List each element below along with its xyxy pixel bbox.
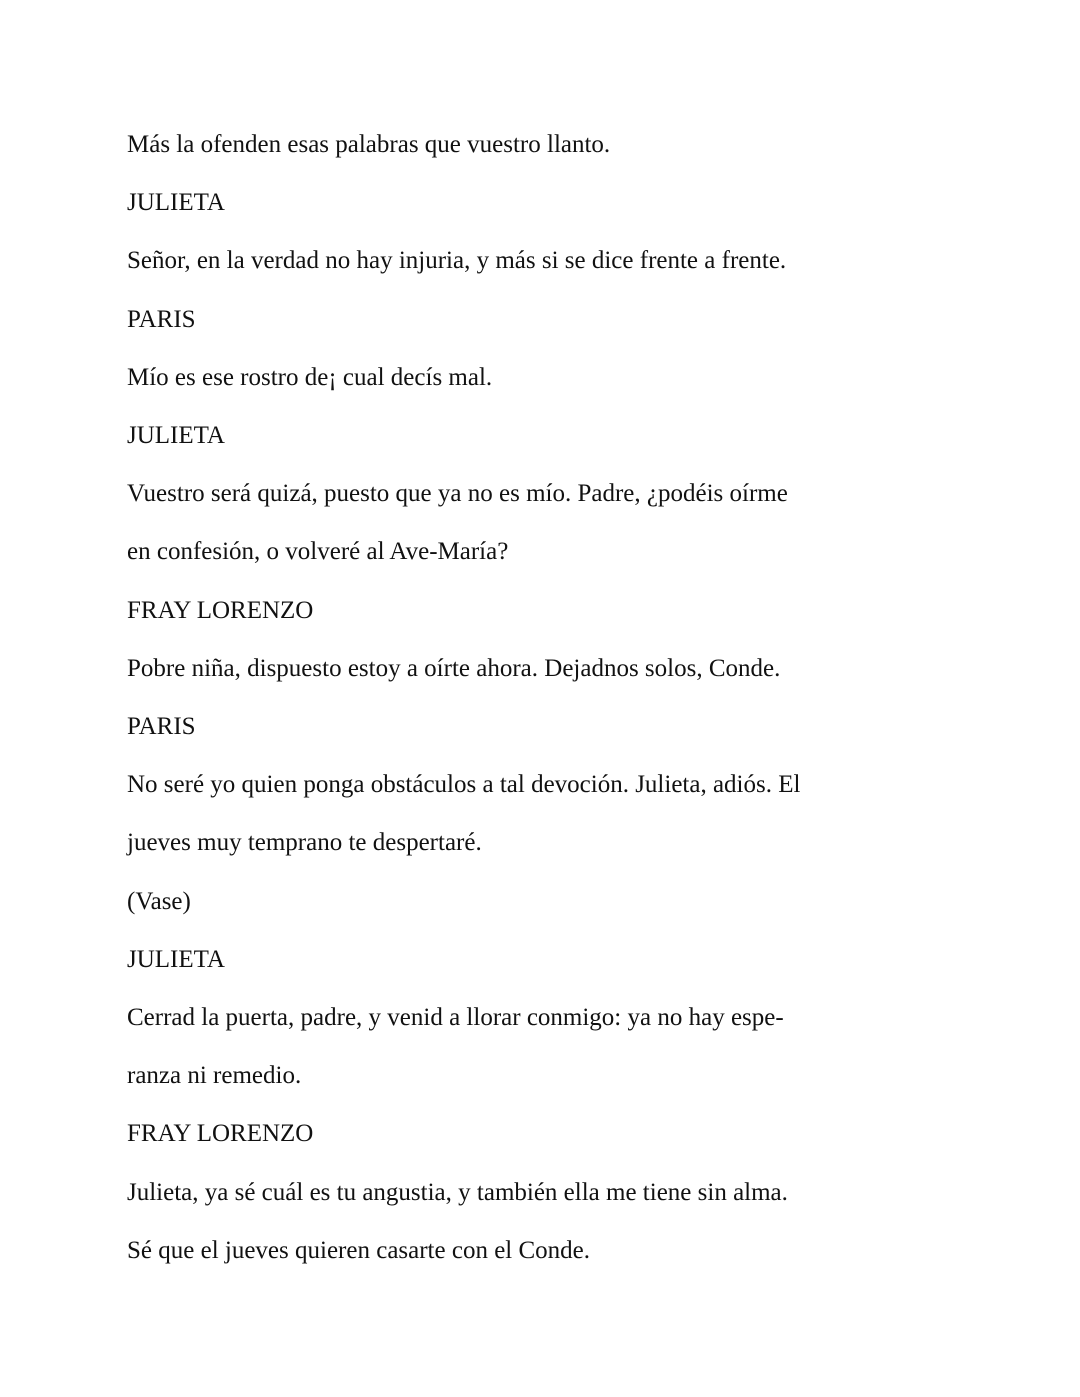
speaker-name: PARIS <box>127 305 196 333</box>
stage-direction: (Vase) <box>127 887 191 915</box>
dialogue-line: Vuestro será quizá, puesto que ya no es mío. Padre, ¿podéis oírme <box>127 480 788 508</box>
speaker-name: JULIETA <box>127 945 225 973</box>
dialogue-line: Julieta, ya sé cuál es tu angustia, y también ella me tiene sin alma. <box>127 1178 788 1206</box>
speaker-name: JULIETA <box>127 422 225 450</box>
speaker-name: FRAY LORENZO <box>127 1120 314 1148</box>
dialogue-line: en confesión, o volveré al Ave-María? <box>127 538 509 566</box>
dialogue-line: ranza ni remedio. <box>127 1062 302 1090</box>
dialogue-line: No seré yo quien ponga obstáculos a tal devoción. Julieta, adiós. El <box>127 771 801 799</box>
dialogue-line: Más la ofenden esas palabras que vuestro llanto. <box>127 131 611 158</box>
speaker-name: PARIS <box>127 713 196 741</box>
dialogue-line: Mío es ese rostro de¡ cual decís mal. <box>127 363 493 391</box>
document-page <box>127 116 887 1280</box>
dialogue-line: Cerrad la puerta, padre, y venid a llorar conmigo: ya no hay espe- <box>127 1004 784 1032</box>
dialogue-line: Señor, en la verdad no hay injuria, y más si se dice frente a frente. <box>127 247 787 275</box>
dialogue-line: jueves muy temprano te despertaré. <box>127 829 482 857</box>
dialogue-line: Sé que el jueves quieren casarte con el Conde. <box>127 1236 591 1264</box>
dialogue-line: Pobre niña, dispuesto estoy a oírte ahora. Dejadnos solos, Conde. <box>127 654 781 682</box>
speaker-name: JULIETA <box>127 189 225 217</box>
speaker-name: FRAY LORENZO <box>127 596 314 624</box>
